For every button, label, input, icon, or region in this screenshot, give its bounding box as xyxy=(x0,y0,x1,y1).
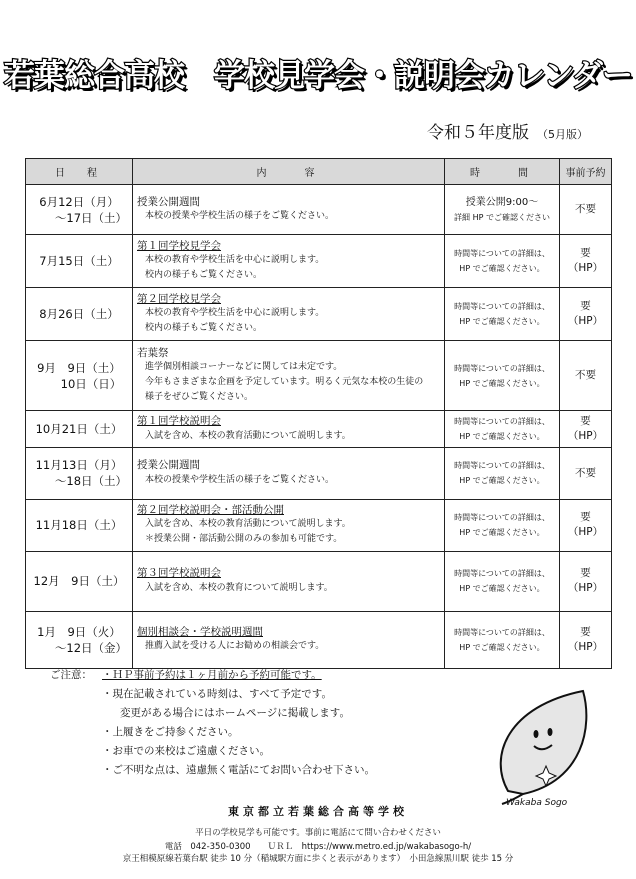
page-title: 若葉総合高校 学校見学会・説明会カレンダー xyxy=(4,58,632,94)
event-time xyxy=(445,611,560,668)
event-detail: 校内の様子もご覧ください。 xyxy=(145,323,263,334)
notes-label: ご注意： xyxy=(50,669,92,681)
leaf-mascot-icon xyxy=(488,686,600,806)
event-detail: 入試を含め、本校の教育活動について説明します。 xyxy=(145,430,351,441)
event-date-end: ～12日（金） xyxy=(54,640,128,655)
event-time xyxy=(445,341,560,411)
event-date xyxy=(26,288,133,341)
event-title: 第１回学校見学会 xyxy=(137,239,221,252)
event-title: 授業公開週間 xyxy=(137,195,200,208)
column-header-date: 日 程 xyxy=(26,159,133,185)
event-date-start: 8月26日（土） xyxy=(39,307,119,321)
reservation-required: 要 xyxy=(580,414,591,427)
event-reservation xyxy=(560,611,612,668)
reservation-method: （HP） xyxy=(567,315,604,327)
reservation-required: 不要 xyxy=(575,203,596,215)
event-detail: 本校の授業や学校生活の様子をご覧ください。 xyxy=(145,211,335,222)
event-detail: 進学個別相談コーナーなどに関しては未定です。 xyxy=(145,362,343,373)
table-header-row xyxy=(26,159,612,185)
event-reservation xyxy=(560,341,612,411)
event-date xyxy=(26,341,133,411)
mascot-caption: Wakaba Sogo xyxy=(506,798,568,808)
school-name: 東京都立若葉総合高等学校 xyxy=(228,805,408,818)
event-detail: 入試を含め、本校の教育活動について説明します。 xyxy=(145,519,351,530)
event-reservation xyxy=(560,235,612,288)
event-date-start: 12月 9日（土） xyxy=(33,574,125,588)
event-time xyxy=(445,235,560,288)
edition-label xyxy=(427,118,588,143)
event-detail: 本校の教育や学校生活を中心に説明します。 xyxy=(145,308,325,319)
event-title: 第１回学校説明会 xyxy=(137,415,221,427)
event-date-start: 6月12日（月） xyxy=(39,194,119,209)
reservation-required: 要 xyxy=(580,300,591,312)
event-time xyxy=(445,447,560,499)
table-row xyxy=(26,185,612,235)
event-time-line1: 時間等についての詳細は、 xyxy=(454,363,550,373)
event-date xyxy=(26,551,133,611)
reservation-required: 不要 xyxy=(575,369,596,381)
event-reservation xyxy=(560,447,612,499)
event-date xyxy=(26,611,133,668)
footer-access: 京王相模原線若葉台駅 徒歩 10 分（稲城駅方面に歩くと表示があります） 小田急線黒川駅 徒歩 15 分 xyxy=(122,854,514,864)
table-row xyxy=(26,447,612,499)
edition-year: 令和５年度版 xyxy=(427,123,529,143)
event-title: 授業公開週間 xyxy=(137,459,200,472)
event-content xyxy=(133,341,445,411)
reservation-required: 要 xyxy=(580,247,591,259)
event-reservation xyxy=(560,185,612,235)
event-date-start: 10月21日（土） xyxy=(35,421,123,436)
reservation-required: 不要 xyxy=(575,466,596,479)
event-title: 第２回学校説明会・部活動公開 xyxy=(137,503,284,516)
table-row xyxy=(26,411,612,448)
event-detail: 入試を含め、本校の教育について説明します。 xyxy=(145,582,333,593)
event-reservation xyxy=(560,288,612,341)
event-time-line1: 時間等についての詳細は、 xyxy=(454,513,550,522)
edition-month: （5月版） xyxy=(537,128,588,141)
event-date-end: ～17日（土） xyxy=(54,210,128,225)
table-row xyxy=(26,235,612,288)
table-row xyxy=(26,341,612,411)
table-row xyxy=(26,288,612,341)
event-date xyxy=(26,499,133,551)
event-date xyxy=(26,411,133,448)
column-header-time: 時 間 xyxy=(445,159,560,185)
event-date xyxy=(26,235,133,288)
event-time xyxy=(445,499,560,551)
event-time-line2: HP でご確認ください。 xyxy=(459,264,545,273)
event-time-line2: HP でご確認ください。 xyxy=(459,317,545,326)
event-content xyxy=(133,288,445,341)
event-date-start: 1月 9日（火） xyxy=(37,624,121,639)
event-time-line1: 時間等についての詳細は、 xyxy=(454,416,550,426)
reservation-required: 要 xyxy=(580,511,591,523)
event-date-end: 10日（日） xyxy=(60,376,122,391)
event-title: 若葉祭 xyxy=(137,346,169,359)
calendar-table xyxy=(25,158,612,669)
note-item: ・上履きをご持参ください。 xyxy=(102,726,239,738)
event-content xyxy=(133,411,445,448)
reservation-method: （HP） xyxy=(567,640,604,653)
event-time-line2: HP でご確認ください。 xyxy=(459,528,545,537)
note-item: 変更がある場合にはホームページに掲載します。 xyxy=(120,707,350,719)
event-detail: 推薦入試を受ける人にお勧めの相談会です。 xyxy=(145,641,325,652)
event-date-end: ～18日（土） xyxy=(54,474,128,488)
event-time-line1: 時間等についての詳細は、 xyxy=(454,461,550,470)
note-item: ・ＨＰ事前予約は１ヶ月前から予約可能です。 xyxy=(102,669,322,681)
event-detail: 校内の様子もご覧ください。 xyxy=(145,270,263,281)
reservation-required: 要 xyxy=(580,625,591,638)
footer-line: 平日の学校見学も可能です。事前に電話にて問い合わせください xyxy=(195,828,441,838)
table-row xyxy=(26,611,612,668)
event-content xyxy=(133,235,445,288)
event-time-line2: HP でご確認ください。 xyxy=(459,378,545,388)
event-date-start: 11月18日（土） xyxy=(35,518,123,532)
event-time xyxy=(445,551,560,611)
event-content xyxy=(133,551,445,611)
reservation-method: （HP） xyxy=(567,262,604,274)
event-content xyxy=(133,185,445,235)
event-reservation xyxy=(560,551,612,611)
event-date xyxy=(26,185,133,235)
footer-contact: 電話 042-350-0300 ＵＲＬ https://www.metro.ed.jp/wakabasogo-h/ xyxy=(164,842,472,852)
event-title: 第２回学校見学会 xyxy=(137,292,221,305)
reservation-method: （HP） xyxy=(567,526,604,538)
event-time-line1: 時間等についての詳細は、 xyxy=(454,627,550,637)
note-item: ・ご不明な点は、遠慮無く電話にてお問い合わせ下さい。 xyxy=(102,764,375,776)
event-time-line2: 詳細 HP でご確認ください xyxy=(454,212,550,222)
event-detail: ＊授業公開・部活動公開のみの参加も可能です。 xyxy=(145,534,343,545)
note-item: ・現在記載されている時刻は、すべて予定です。 xyxy=(102,688,332,700)
reservation-method: （HP） xyxy=(567,429,604,442)
event-title: 第３回学校説明会 xyxy=(137,567,221,580)
event-time xyxy=(445,411,560,448)
event-time xyxy=(445,288,560,341)
column-header-reservation: 事前予約 xyxy=(560,159,612,185)
event-time-line1: 時間等についての詳細は、 xyxy=(454,569,550,578)
event-time-line2: HP でご確認ください。 xyxy=(459,584,545,593)
column-header-content: 内 容 xyxy=(133,159,445,185)
event-content xyxy=(133,447,445,499)
event-date-start: 9月 9日（土） xyxy=(37,360,121,375)
event-content xyxy=(133,611,445,668)
reservation-method: （HP） xyxy=(567,582,604,594)
event-date xyxy=(26,447,133,499)
table-row xyxy=(26,499,612,551)
event-time-line1: 時間等についての詳細は、 xyxy=(454,302,550,311)
reservation-required: 要 xyxy=(580,567,591,579)
event-date-start: 11月13日（月） xyxy=(35,458,123,472)
event-date-start: 7月15日（土） xyxy=(39,254,119,268)
event-time xyxy=(445,185,560,235)
event-detail: 本校の授業や学校生活の様子をご覧ください。 xyxy=(145,474,335,485)
event-time-line2: HP でご確認ください。 xyxy=(459,642,545,652)
notes xyxy=(50,666,375,780)
event-title: 個別相談会・学校説明週間 xyxy=(137,625,263,638)
event-content xyxy=(133,499,445,551)
event-detail: 様子をぜひご覧ください。 xyxy=(145,392,254,403)
event-time-line2: HP でご確認ください。 xyxy=(459,476,545,485)
note-item: ・お車での来校はご遠慮ください。 xyxy=(102,745,270,757)
event-time-line1: 時間等についての詳細は、 xyxy=(454,249,550,258)
event-detail: 本校の教育や学校生活を中心に説明します。 xyxy=(145,255,325,266)
event-time-line1: 授業公開9:00～ xyxy=(465,196,539,208)
event-reservation xyxy=(560,411,612,448)
event-time-line2: HP でご確認ください。 xyxy=(459,431,545,441)
table-row xyxy=(26,551,612,611)
event-detail: 今年もさまざまな企画を予定しています。明るく元気な本校の生徒の xyxy=(145,377,424,388)
event-reservation xyxy=(560,499,612,551)
